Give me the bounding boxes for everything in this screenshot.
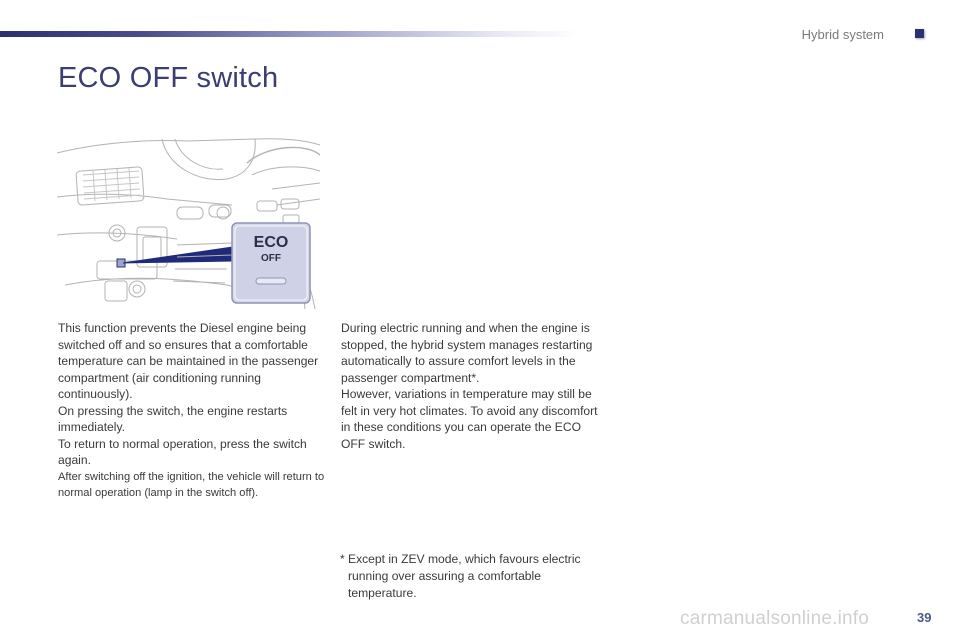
right-paragraph-2: However, variations in temperature may still be felt in very hot climates. To avoid any discomfort in these conditions you can operate the ECO OFF switch. bbox=[341, 387, 598, 451]
watermark: carmanualsonline.info bbox=[680, 608, 870, 629]
left-paragraph-2: On pressing the switch, the engine restarts immediately. bbox=[58, 403, 288, 434]
page-number: 39 bbox=[917, 610, 932, 625]
dashboard-illustration bbox=[57, 135, 320, 309]
left-paragraph-4: After switching off the ignition, the vehicle will return to normal operation (lamp in the switch off). bbox=[58, 470, 325, 499]
footnote-marker: * bbox=[340, 552, 345, 566]
footnote-text: Except in ZEV mode, which favours electric running over assuring a comfortable temperature. bbox=[348, 552, 581, 600]
section-title: Hybrid system bbox=[801, 27, 884, 42]
switch-lamp-icon bbox=[256, 278, 286, 284]
left-paragraph-3: To return to normal operation, press the switch again. bbox=[58, 436, 307, 467]
switch-label-eco: ECO bbox=[253, 234, 289, 251]
right-column bbox=[341, 320, 603, 452]
left-column bbox=[58, 320, 326, 501]
header-accent-bar bbox=[0, 31, 580, 37]
switch-label-off: OFF bbox=[261, 253, 281, 264]
page-title: ECO OFF switch bbox=[58, 62, 279, 94]
section-marker-icon bbox=[915, 29, 924, 38]
right-paragraph-1: During electric running and when the engine is stopped, the hybrid system manages restarting automatically to assure comfort levels in the passenger compartment*. bbox=[341, 321, 593, 385]
left-paragraph-1: This function prevents the Diesel engine being switched off and so ensures that a comfortable temperature can be maintained in the passenger compartment (air conditioning running continuously). bbox=[58, 321, 319, 401]
footnote bbox=[340, 551, 602, 602]
